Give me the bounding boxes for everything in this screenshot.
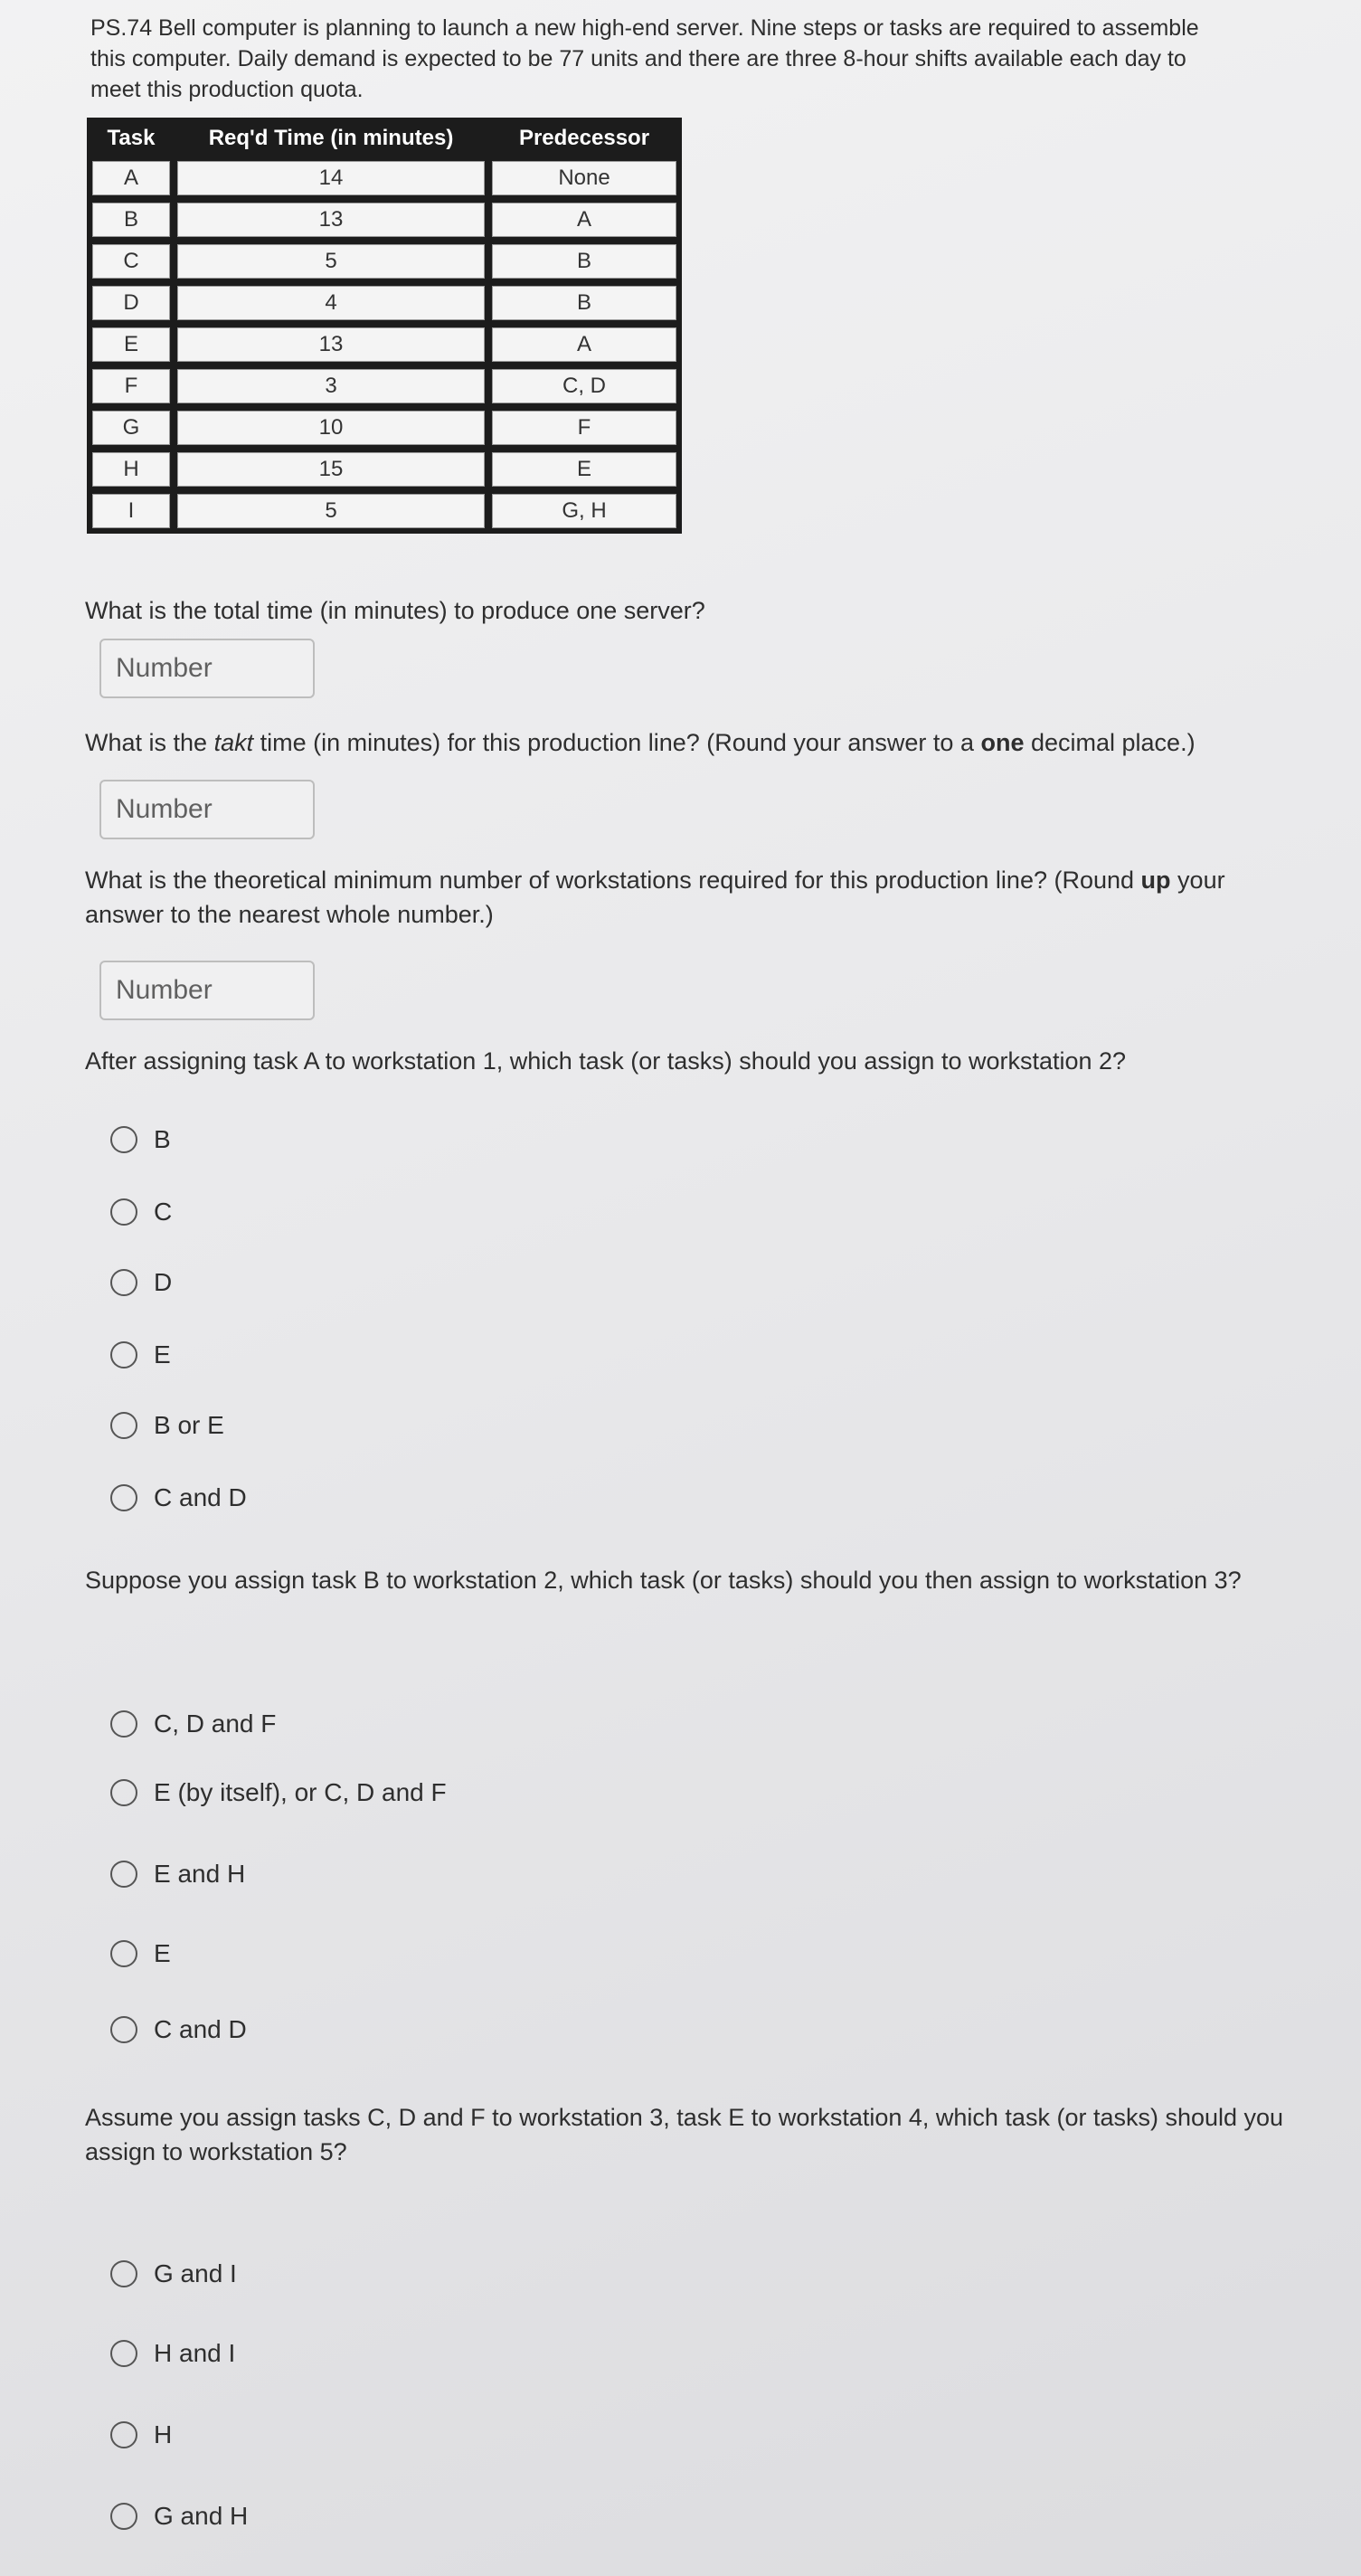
cell-time: 13	[175, 201, 487, 239]
option-label: H	[154, 2420, 173, 2448]
cell-task: I	[90, 492, 172, 530]
ws3-option-cdf[interactable]	[110, 1704, 276, 1744]
radio-button-icon[interactable]	[110, 1484, 137, 1511]
option-label: B	[154, 1125, 171, 1153]
ws5-option-h-and-i[interactable]	[110, 2334, 235, 2373]
cell-time: 10	[175, 409, 487, 447]
table-row	[90, 242, 678, 280]
option-label: C	[154, 1198, 173, 1226]
ws2-option-e[interactable]	[110, 1335, 171, 1375]
option-label: C, D and F	[154, 1709, 277, 1738]
task-table	[87, 118, 682, 534]
table-row	[90, 326, 678, 364]
radio-button-icon[interactable]	[110, 2421, 137, 2448]
ws3-option-e-and-h[interactable]	[110, 1854, 245, 1894]
q2-text-pre: What is the	[85, 729, 214, 756]
q2-text-bold: one	[980, 729, 1025, 756]
ws5-option-g-and-i[interactable]	[110, 2254, 237, 2294]
cell-task: G	[90, 409, 172, 447]
radio-button-icon[interactable]	[110, 1269, 137, 1296]
option-label: C and D	[154, 1483, 247, 1511]
cell-predecessor: G, H	[490, 492, 678, 530]
question-min-workstations	[85, 863, 1297, 932]
ws3-option-e[interactable]	[110, 1934, 171, 1974]
q2-text-mid: time (in minutes) for this production line? (Round your answer to a	[253, 729, 981, 756]
cell-predecessor: F	[490, 409, 678, 447]
option-label: E and H	[154, 1860, 246, 1888]
question-workstation-3: Suppose you assign task B to workstation 2, which task (or tasks) should you then assign to workstation 3?	[85, 1567, 1242, 1594]
ws5-option-h[interactable]	[110, 2415, 172, 2455]
header-time: Req'd Time (in minutes)	[175, 121, 487, 156]
cell-time: 3	[175, 367, 487, 405]
option-label: E	[154, 1340, 171, 1368]
ws3-option-c-and-d[interactable]	[110, 2010, 247, 2050]
ws2-option-b-or-e[interactable]	[110, 1406, 224, 1445]
ws2-option-d[interactable]	[110, 1263, 172, 1302]
option-label: E	[154, 1939, 171, 1967]
cell-predecessor: None	[490, 159, 678, 197]
option-label: G and H	[154, 2502, 249, 2530]
table-header-row	[90, 121, 678, 156]
ws3-option-e-or-cdf[interactable]	[110, 1773, 447, 1813]
ws5-option-g-and-h[interactable]	[110, 2496, 248, 2536]
radio-button-icon[interactable]	[110, 1198, 137, 1226]
radio-button-icon[interactable]	[110, 1779, 137, 1806]
cell-predecessor: B	[490, 242, 678, 280]
ws2-option-b[interactable]	[110, 1120, 171, 1160]
option-label: G and I	[154, 2259, 237, 2287]
radio-button-icon[interactable]	[110, 1710, 137, 1738]
radio-button-icon[interactable]	[110, 1341, 137, 1368]
radio-button-icon[interactable]	[110, 2260, 137, 2287]
table-row	[90, 492, 678, 530]
radio-button-icon[interactable]	[110, 2503, 137, 2530]
radio-button-icon[interactable]	[110, 1940, 137, 1967]
cell-task: H	[90, 450, 172, 488]
cell-time: 14	[175, 159, 487, 197]
header-task: Task	[90, 121, 172, 156]
radio-button-icon[interactable]	[110, 2016, 137, 2043]
ws2-option-c-and-d[interactable]	[110, 1478, 247, 1518]
cell-task: C	[90, 242, 172, 280]
problem-statement: PS.74 Bell computer is planning to launch a new high-end server. Nine steps or tasks are required to assemble this computer. Daily demand is expected to be 77 units and there are three 8-hour shifts available each day to meet this production quota.	[90, 15, 1199, 102]
question-workstation-2: After assigning task A to workstation 1, which task (or tasks) should you assign to workstation 2?	[85, 1047, 1127, 1075]
cell-predecessor: A	[490, 326, 678, 364]
cell-predecessor: C, D	[490, 367, 678, 405]
table-row	[90, 409, 678, 447]
cell-task: F	[90, 367, 172, 405]
q2-text-em: takt	[213, 729, 254, 756]
table-row	[90, 284, 678, 322]
question-workstation-5: Assume you assign tasks C, D and F to workstation 3, task E to workstation 4, which task (or tasks) should you assign to workstation 5?	[85, 2104, 1284, 2165]
table-row	[90, 201, 678, 239]
total-time-input[interactable]	[99, 639, 315, 698]
cell-task: A	[90, 159, 172, 197]
takt-time-input[interactable]	[99, 780, 315, 839]
cell-time: 5	[175, 492, 487, 530]
q3-text-bold: up	[1140, 867, 1171, 894]
question-total-time: What is the total time (in minutes) to produce one server?	[85, 597, 705, 624]
radio-button-icon[interactable]	[110, 1126, 137, 1153]
table-row	[90, 450, 678, 488]
cell-time: 5	[175, 242, 487, 280]
cell-task: E	[90, 326, 172, 364]
cell-task: D	[90, 284, 172, 322]
radio-button-icon[interactable]	[110, 1861, 137, 1888]
cell-predecessor: A	[490, 201, 678, 239]
header-predecessor: Predecessor	[490, 121, 678, 156]
min-workstations-input[interactable]	[99, 961, 315, 1020]
table-row	[90, 367, 678, 405]
cell-task: B	[90, 201, 172, 239]
option-label: D	[154, 1268, 173, 1296]
radio-button-icon[interactable]	[110, 1412, 137, 1439]
table-row	[90, 159, 678, 197]
cell-time: 15	[175, 450, 487, 488]
ws2-option-c[interactable]	[110, 1192, 172, 1232]
q3-text-pre: What is the theoretical minimum number of workstations required for this production line? (Round	[85, 867, 1141, 894]
option-label: B or E	[154, 1411, 224, 1439]
cell-predecessor: B	[490, 284, 678, 322]
cell-predecessor: E	[490, 450, 678, 488]
question-takt-time	[85, 725, 1297, 760]
q3-text-post: your answer to the nearest whole number.)	[85, 867, 1225, 928]
cell-time: 4	[175, 284, 487, 322]
radio-button-icon[interactable]	[110, 2340, 137, 2367]
option-label: C and D	[154, 2015, 247, 2043]
cell-time: 13	[175, 326, 487, 364]
option-label: E (by itself), or C, D and F	[154, 1778, 447, 1806]
option-label: H and I	[154, 2339, 236, 2367]
q2-text-post: decimal place.)	[1024, 729, 1196, 756]
